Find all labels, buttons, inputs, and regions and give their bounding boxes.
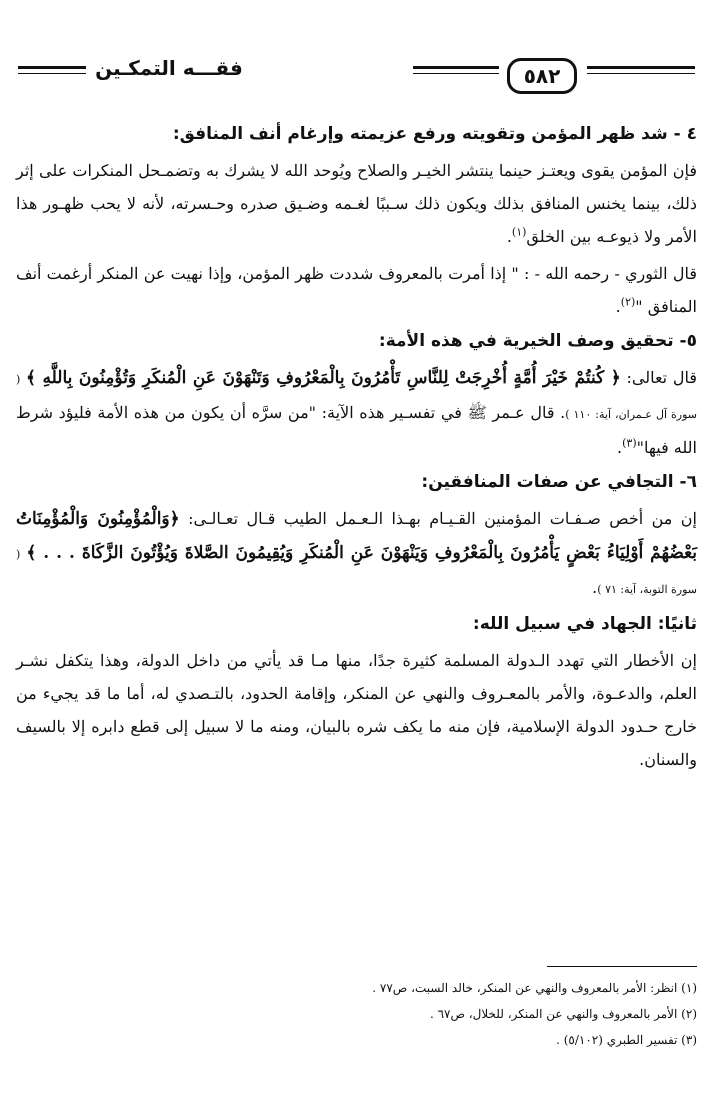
- section-4-paragraph-1: [16, 154, 697, 253]
- header-rule-right-thin: [587, 73, 695, 74]
- main-text: [16, 120, 697, 780]
- footnote-ref-2: (٢): [620, 295, 636, 309]
- section-4-paragraph-2: [16, 257, 697, 323]
- section-jihad-paragraph: إن الأخطار التي تهدد الـدولة المسلمة كثيرة جدًا، منها مـا قد يأتي من داخل الدولة، وهذا يتكفل نشـر العلم، والدعـوة، والأمر بالمعـروف والنهي عن المنكر، وإقامة الحدود، بالتـصدي له، أما ما قد يجيء من خارج حـدود الدولة الإسلامية، فإن منه ما يكف شره بالبيان، ومنه ما لا سبيل إلى قطع دابره إلا بالسيف والسنان.: [16, 651, 697, 769]
- section-4-para1-end: .: [506, 227, 512, 246]
- verse-reference-at-tawbah: ( سورة التوبة، آية: ٧١ ): [16, 548, 697, 596]
- section-6-paragraph: [16, 502, 697, 606]
- section-6-heading: ٦- التجافي عن صفات المنافقين:: [421, 472, 697, 492]
- footnotes: [16, 975, 697, 1053]
- section-5-after: . قال عـمر ﷺ في تفسـير هذه الآية: "من سرَّه أن يكون من هذه الأمة فليؤد شرط الله فيها": [16, 403, 697, 457]
- footnote-ref-1: (١): [511, 225, 527, 239]
- section-6-intro: إن من أخص صـفـات المؤمنين القـيـام بهـذا الـعـمل الطيب قـال تعـالـى:: [188, 509, 698, 528]
- header-rule-left-thick: [18, 66, 86, 69]
- section-5-intro: قال تعالى:: [626, 368, 697, 387]
- header-rule-middle-thin: [413, 73, 499, 74]
- footnote-2: (٢) الأمر بالمعروف والنهي عن المنكر، للخلال، ص٦٧ .: [429, 1007, 697, 1021]
- section-5-end: .: [617, 438, 623, 457]
- section-5-heading: ٥- تحقيق وصف الخيرية في هذه الأمة:: [378, 331, 697, 351]
- header-rule-right-thick: [587, 66, 695, 69]
- section-jihad-heading: ثانيًا: الجهاد في سبيل الله:: [472, 614, 697, 634]
- header-rule-left-thin: [18, 73, 86, 74]
- footnote-1: (١) انظر: الأمر بالمعروف والنهي عن المنكر، خالد السبت، ص٧٧ .: [372, 981, 697, 995]
- section-4-para2-text: قال الثوري - رحمه الله - : " إذا أمرت بالمعروف شددت ظهر المؤمن، وإذا نهيت عن المنكر أرغمت أنف المنافق ": [16, 264, 697, 316]
- section-4-heading: ٤ - شد ظهر المؤمن وتقويته ورفع عزيمته وإرغام أنف المنافق:: [172, 124, 697, 144]
- quran-verse-al-imran-110: ﴿ كُنتُمْ خَيْرَ أُمَّةٍ أُخْرِجَتْ لِلنَّاسِ تَأْمُرُونَ بِالْمَعْرُوفِ وَتَنْهَوْنَ عَنِ الْمُنكَرِ وَتُؤْمِنُونَ بِاللَّهِ ﴾: [26, 368, 621, 388]
- footnote-3: (٣) تفسير الطبري (٥/١٠٢) .: [556, 1033, 697, 1047]
- section-6-end: .: [592, 578, 598, 597]
- verse-reference-al-imran: ( سورة آل عـمران، آية: ١١٠ ): [16, 373, 697, 421]
- section-5-paragraph: [16, 361, 697, 464]
- section-4-para2-end: .: [615, 297, 621, 316]
- quran-verse-at-tawbah-71: ﴿وَالْمُؤْمِنُونَ وَالْمُؤْمِنَاتُ بَعْضُهُمْ أَوْلِيَاءُ بَعْضٍ يَأْمُرُونَ بِالْمَعْرُوفِ وَيَنْهَوْنَ عَنِ الْمُنكَرِ وَيُقِيمُونَ الصَّلاةَ وَيُؤْتُونَ الزَّكَاةَ . . . ﴾: [16, 509, 697, 563]
- footnote-ref-3: (٣): [622, 436, 637, 450]
- book-title: فقـــه التمكـين: [95, 56, 243, 80]
- header-rule-middle-thick: [413, 66, 499, 69]
- footnote-separator: [547, 966, 697, 967]
- section-4-para1-text: فإن المؤمن يقوى ويعتـز حينما ينتشر الخيـر والصلاح ويُوحد الله لا يشرك به وتضمـحل المنكرات على إثر ذلك، بينما يخنس المنافق بذلك ويكون ذلك سـببًا لغـمه وضـيق صدره وحـسرته، لأنه لا يحب ظهـور هذا الأمر ولا ذيوعـه بين الخلق: [16, 161, 697, 246]
- page-header: [18, 52, 695, 96]
- page-number: ٥٨٢: [507, 58, 577, 94]
